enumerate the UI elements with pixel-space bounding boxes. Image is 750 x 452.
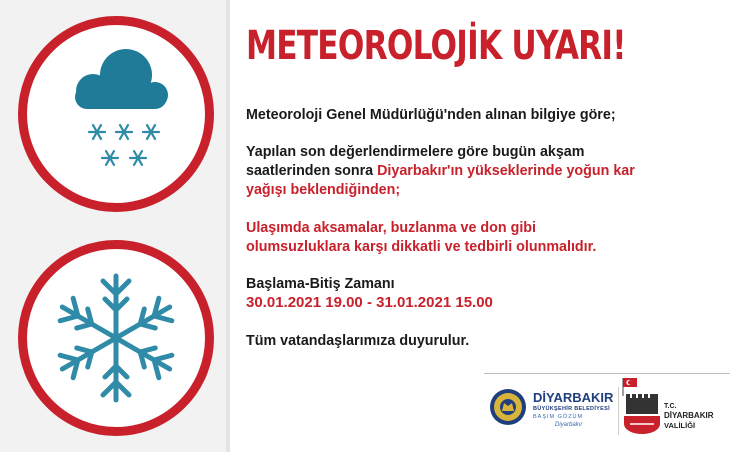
ice-warning-sign: [18, 240, 214, 436]
panel-edge: [226, 0, 230, 452]
timing-label: Başlama-Bitiş Zamanı: [246, 276, 395, 292]
municipality-subtitle: BÜYÜKŞEHİR BELEDİYESİ: [533, 406, 610, 412]
footer-divider: [484, 373, 730, 374]
caution-line-1: Ulaşımda aksamalar, buzlanma ve don gibi: [246, 220, 537, 236]
forecast-line-3: yağışı beklendiğinden;: [246, 182, 401, 198]
forecast-line-1: Yapılan son değerlendirmelere göre bugün akşam: [246, 144, 585, 160]
municipality-emblem-icon: [488, 387, 528, 427]
timing-value: 30.01.2021 19.00 - 31.01.2021 15.00: [246, 294, 493, 311]
forecast-line-2: [246, 162, 635, 180]
snow-cloud-icon: [27, 25, 205, 203]
municipality-name: DİYARBAKIR: [533, 390, 614, 405]
snow-warning-sign: [18, 16, 214, 212]
logo-divider: [618, 387, 619, 435]
governorship-line-2: DİYARBAKIR: [664, 411, 714, 420]
municipality-motto: BAŞIM GÖZÜM: [533, 414, 584, 420]
snowflake-icon: [27, 249, 205, 427]
municipality-signature: Diyarbakır: [555, 422, 583, 428]
governorship-line-3: VALİLİĞİ: [664, 421, 696, 430]
governorship-line-1: T.C.: [664, 403, 677, 410]
intro-text: Meteoroloji Genel Müdürlüğü'nden alınan bilgiye göre;: [246, 107, 616, 123]
governorship-emblem-icon: [620, 376, 664, 438]
caution-line-2: olumsuzluklara karşı dikkatli ve tedbirli olunmalıdır.: [246, 239, 597, 255]
warning-title: METEOROLOJİK UYARI!: [246, 23, 626, 69]
left-panel: [0, 0, 230, 452]
forecast-highlight: Diyarbakır'ın yükseklerinde yoğun kar: [377, 163, 635, 179]
municipality-logo: [533, 391, 613, 429]
closing-text: Tüm vatandaşlarımıza duyurulur.: [246, 333, 470, 349]
governorship-logo: [664, 402, 714, 431]
forecast-line-2-plain: saatlerinden sonra: [246, 163, 378, 179]
